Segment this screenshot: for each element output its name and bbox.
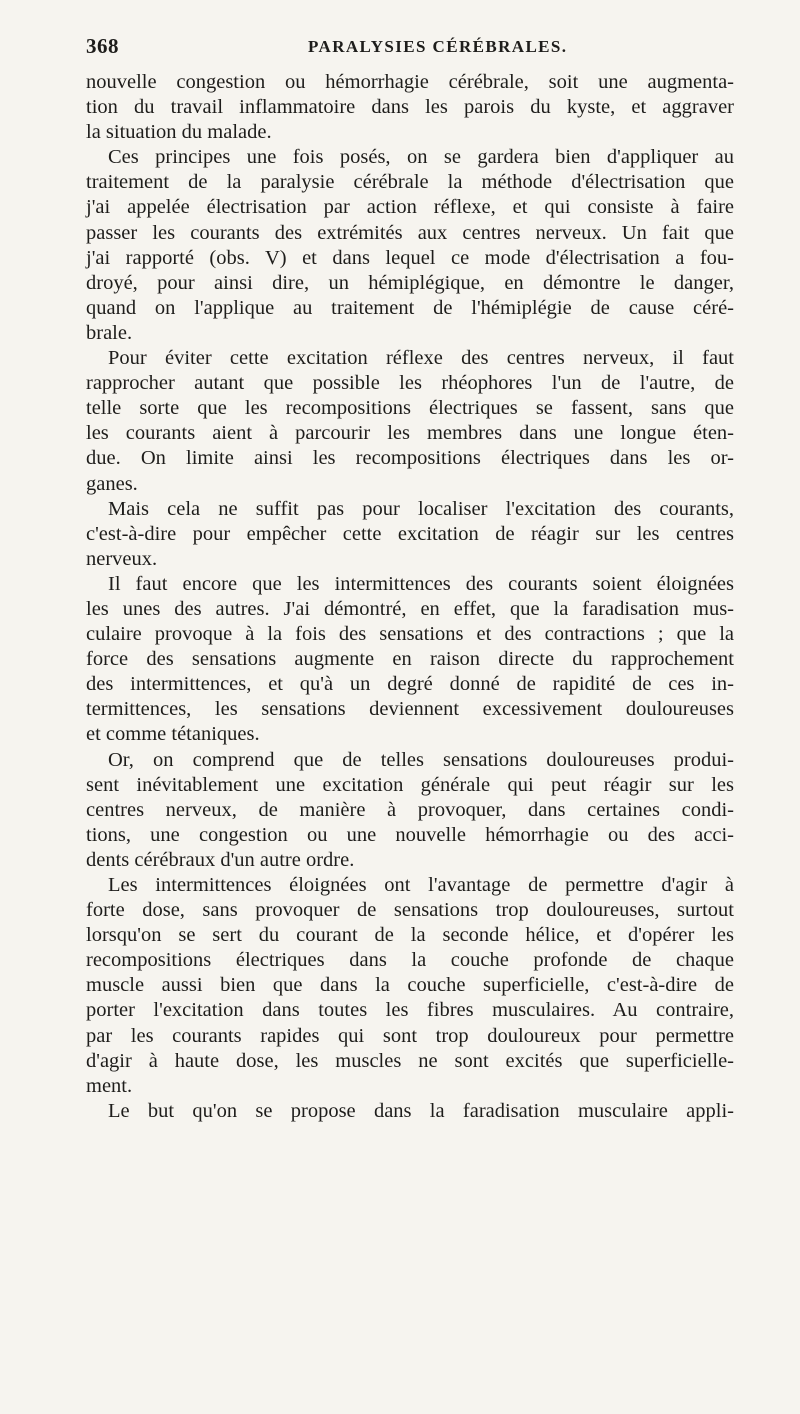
page-number: 368 (86, 34, 119, 58)
text-line: j'ai appelée électrisation par action réflexe, et qui consiste à faire (86, 196, 734, 219)
text-line: droyé, pour ainsi dire, un hémiplégique, en démontre le danger, (86, 271, 734, 294)
text-line: la situation du malade. (86, 121, 272, 144)
text-line: muscle aussi bien que dans la couche superficielle, c'est-à-dire de (86, 974, 734, 997)
text-line: des intermittences, et qu'à un degré donné de rapidité de ces in- (86, 673, 734, 696)
text-line: Le but qu'on se propose dans la faradisation musculaire appli- (108, 1099, 734, 1122)
text-line: recompositions électriques dans la couche profonde de chaque (86, 949, 734, 972)
text-line: culaire provoque à la fois des sensations et des contractions ; que la (86, 623, 734, 646)
text-line: forte dose, sans provoquer de sensations trop douloureuses, surtout (86, 899, 734, 922)
text-line: j'ai rapporté (obs. V) et dans lequel ce mode d'électrisation a fou- (86, 246, 734, 269)
text-line: tion du travail inflammatoire dans les parois du kyste, et aggraver (86, 96, 734, 119)
text-line: rapprocher autant que possible les rhéophores l'un de l'autre, de (86, 372, 734, 395)
page-body (86, 70, 734, 1124)
text-line: c'est-à-dire pour empêcher cette excitation de réagir sur les centres (86, 522, 734, 545)
text-line: Pour éviter cette excitation réflexe des centres nerveux, il faut (108, 347, 734, 370)
text-line: traitement de la paralysie cérébrale la méthode d'électrisation que (86, 171, 734, 194)
text-line: centres nerveux, de manière à provoquer, dans certaines condi- (86, 798, 734, 821)
text-line: sent inévitablement une excitation générale qui peut réagir sur les (86, 773, 734, 796)
text-line: nerveux. (86, 547, 158, 570)
text-line: brale. (86, 321, 133, 344)
text-line: force des sensations augmente en raison directe du rapprochement (86, 648, 734, 671)
text-line: et comme tétaniques. (86, 723, 260, 746)
text-line: lorsqu'on se sert du courant de la seconde hélice, et d'opérer les (86, 924, 734, 947)
running-head (86, 34, 734, 60)
text-line: tions, une congestion ou une nouvelle hémorrhagie ou des acci- (86, 823, 734, 846)
text-line: Les intermittences éloignées ont l'avantage de permettre d'agir à (108, 874, 734, 896)
text-line: nouvelle congestion ou hémorrhagie cérébrale, soit une augmenta- (86, 71, 734, 93)
text-line: dents cérébraux d'un autre ordre. (86, 848, 355, 871)
text-line: ment. (86, 1074, 133, 1097)
text-line: termittences, les sensations deviennent excessivement douloureuses (86, 698, 734, 721)
text-line: Or, on comprend que de telles sensations douloureuses produi- (108, 748, 734, 771)
text-line: d'agir à haute dose, les muscles ne sont excités que superficielle- (86, 1049, 734, 1072)
text-line: Il faut encore que les intermittences des courants soient éloignées (108, 572, 734, 595)
text-line: Ces principes une fois posés, on se gardera bien d'appliquer au (108, 146, 734, 169)
text-line: Mais cela ne suffit pas pour localiser l'excitation des courants, (108, 497, 734, 520)
text-line: due. On limite ainsi les recompositions électriques dans les or- (86, 447, 734, 470)
text-line: porter l'excitation dans toutes les fibres musculaires. Au contraire, (86, 999, 734, 1022)
text-line: telle sorte que les recompositions électriques se fassent, sans que (86, 397, 734, 420)
text-line: les unes des autres. J'ai démontré, en effet, que la faradisation mus- (86, 597, 734, 620)
text-line: passer les courants des extrémités aux centres nerveux. Un fait que (86, 221, 734, 244)
text-line: les courants aient à parcourir les membres dans une longue éten- (86, 422, 734, 445)
text-line: quand on l'applique au traitement de l'hémiplégie de cause céré- (86, 296, 734, 319)
text-line: ganes. (86, 472, 138, 495)
text-line: par les courants rapides qui sont trop douloureux pour permettre (86, 1024, 734, 1047)
running-title: PARALYSIES CÉRÉBRALES. (308, 37, 568, 56)
